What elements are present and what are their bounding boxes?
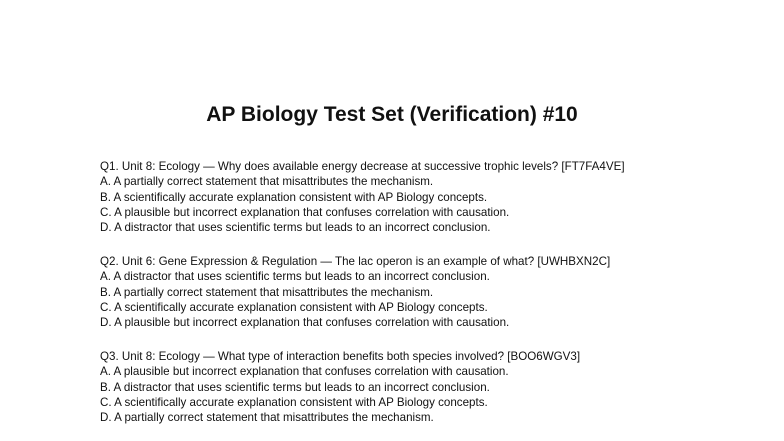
question-3: [100, 349, 700, 425]
question-3-option-a: A. A plausible but incorrect explanation that confuses correlation with causation.: [100, 365, 509, 379]
question-3-option-b: B. A distractor that uses scientific terms but leads to an incorrect conclusion.: [100, 380, 490, 394]
question-2-option-c: C. A scientifically accurate explanation consistent with AP Biology concepts.: [100, 300, 488, 314]
question-1-prompt: Q1. Unit 8: Ecology — Why does available energy decrease at successive trophic levels? [FT7FA4VE]: [100, 160, 625, 173]
question-3-prompt: Q3. Unit 8: Ecology — What type of interaction benefits both species involved? [BOO6WGV3]: [100, 350, 581, 363]
question-1-option-d: D. A distractor that uses scientific terms but leads to an incorrect conclusion.: [100, 221, 491, 235]
document-title: AP Biology Test Set (Verification) #10: [206, 103, 578, 126]
question-2-prompt: Q2. Unit 6: Gene Expression & Regulation — The lac operon is an example of what? [UWHBXN2C]: [100, 255, 611, 268]
question-3-option-c: C. A scientifically accurate explanation consistent with AP Biology concepts.: [100, 395, 488, 409]
question-1: [100, 159, 700, 235]
question-2: [100, 254, 700, 330]
question-1-option-a: A. A partially correct statement that misattributes the mechanism.: [100, 175, 434, 189]
question-3-option-d: D. A partially correct statement that misattributes the mechanism.: [100, 411, 434, 425]
question-2-option-a: A. A distractor that uses scientific terms but leads to an incorrect conclusion.: [100, 270, 490, 284]
question-2-option-d: D. A plausible but incorrect explanation that confuses correlation with causation.: [100, 316, 510, 330]
question-1-option-b: B. A scientifically accurate explanation consistent with AP Biology concepts.: [100, 190, 488, 204]
question-2-option-b: B. A partially correct statement that misattributes the mechanism.: [100, 285, 434, 299]
question-1-option-c: C. A plausible but incorrect explanation that confuses correlation with causation.: [100, 205, 510, 219]
